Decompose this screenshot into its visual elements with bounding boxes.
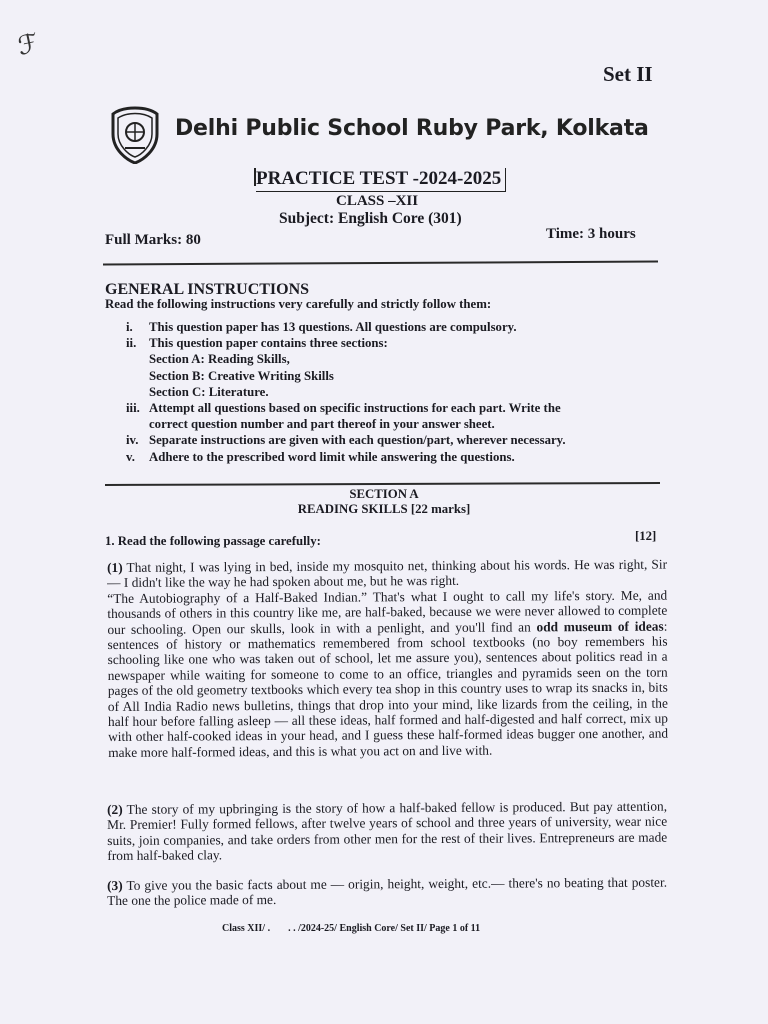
paragraph-number: (2) [107, 801, 123, 817]
instruction-text: This question paper contains three sections: [149, 336, 388, 351]
school-logo-icon [107, 104, 163, 164]
time-allowed: Time: 3 hours [546, 226, 636, 242]
instruction-text: Adhere to the prescribed word limit while answering the questions. [149, 449, 515, 464]
paragraph-text: : sentences of history or mathematics remembered from school textbooks (no boy remembers his schooling like one who was taken out of school, let me assure you), sentences about politics read in a newspaper while waiting for someone to come to an office, triangles and pyramids seen on the torn pages of the old geometry textbooks which every tea shop in this country uses to wrap its snacks in, bits of All India Radio news bulletins, things that drop into your mind, like lizards from the ceiling, in the half hour before falling asleep — all these ideas, half formed and half-digested and half correct, mix up with other half-cooked ideas in your head, and I guess these half-formed ideas bugger one another, and make more half-formed ideas, and this is what you act on and live with. [107, 618, 669, 760]
divider [103, 261, 658, 265]
instruction-item [126, 319, 666, 335]
instruction-item [126, 449, 666, 465]
passage-paragraph-2 [107, 799, 667, 864]
instruction-text: Section C: Literature. [149, 384, 269, 399]
instruction-text: Section A: Reading Skills, [149, 352, 290, 367]
instruction-number: iv. [126, 433, 139, 448]
question-prompt: 1. Read the following passage carefully: [105, 534, 321, 548]
section-title: SECTION A [349, 487, 419, 501]
instructions-list [126, 319, 666, 465]
instruction-number: iii. [126, 401, 140, 416]
paragraph-text: “The Autobiography of a Half-Baked Indian.” That's what I ought to call my life's story. Me, and thousands of others in this country like me, are half-baked, because we were never allowed to complete our schooling. Open our skulls, look in with a penlight, and you'll find an [107, 587, 668, 637]
set-label: Set II [603, 62, 653, 86]
test-title: PRACTICE TEST -2024-2025 [256, 168, 506, 192]
instruction-item [126, 432, 666, 448]
instruction-item [126, 400, 666, 432]
paragraph-text: To give you the basic facts about me — origin, height, weight, etc.— there's no beating that poster. The one the police made of me. [107, 874, 668, 909]
section-subtitle: READING SKILLS [22 marks] [297, 502, 471, 516]
instruction-text: This question paper has 13 questions. All questions are compulsory. [149, 320, 517, 334]
subject-label: Subject: English Core (301) [279, 210, 462, 227]
instruction-text: correct question number and part thereof in your answer sheet. [149, 417, 495, 432]
passage-paragraph-1 [107, 557, 668, 761]
instruction-number: ii. [126, 336, 137, 351]
passage-paragraph-3 [107, 875, 667, 909]
question-marks: [12] [635, 529, 657, 543]
paragraph-text: That night, I was lying in bed, inside my mosquito net, thinking about his words. He was right, Sir — I didn't like the way he had spoken about me, but he was right. [107, 556, 668, 591]
instruction-text: Separate instructions are given with each question/part, wherever necessary. [149, 433, 566, 448]
instructions-lead: Read the following instructions very carefully and strictly follow them: [105, 297, 492, 311]
footer-page-info: . . /2024-25/ English Core/ Set II/ Page 1 of 11 [288, 923, 481, 934]
instruction-item [126, 335, 666, 400]
emphasis-phrase: odd museum of ideas [536, 618, 664, 635]
school-name: Delhi Public School Ruby Park, Kolkata [175, 116, 649, 141]
instruction-text: Attempt all questions based on specific instructions for each part. Write the [149, 401, 561, 416]
page-footer [222, 923, 480, 934]
paragraph-text: The story of my upbringing is the story of how a half-baked fellow is produced. But pay attention, Mr. Premier! Fully formed fellows, after twelve years of school and three years of university, wear nice suits, join companies, and take orders from other men for the rest of their lives. Entrepreneurs are made from half-baked clay. [107, 798, 668, 864]
footer-class: Class XII/ . [222, 923, 271, 934]
divider [105, 482, 660, 485]
instruction-number: i. [126, 320, 133, 334]
instruction-text: Section B: Creative Writing Skills [149, 368, 334, 383]
handwritten-mark: ℱ [15, 28, 42, 62]
class-label: CLASS –XII [336, 193, 419, 209]
instructions-heading: GENERAL INSTRUCTIONS [105, 281, 310, 298]
paragraph-number: (3) [107, 877, 123, 893]
instruction-number: v. [126, 449, 135, 464]
full-marks: Full Marks: 80 [105, 232, 201, 248]
paragraph-number: (1) [107, 559, 123, 575]
